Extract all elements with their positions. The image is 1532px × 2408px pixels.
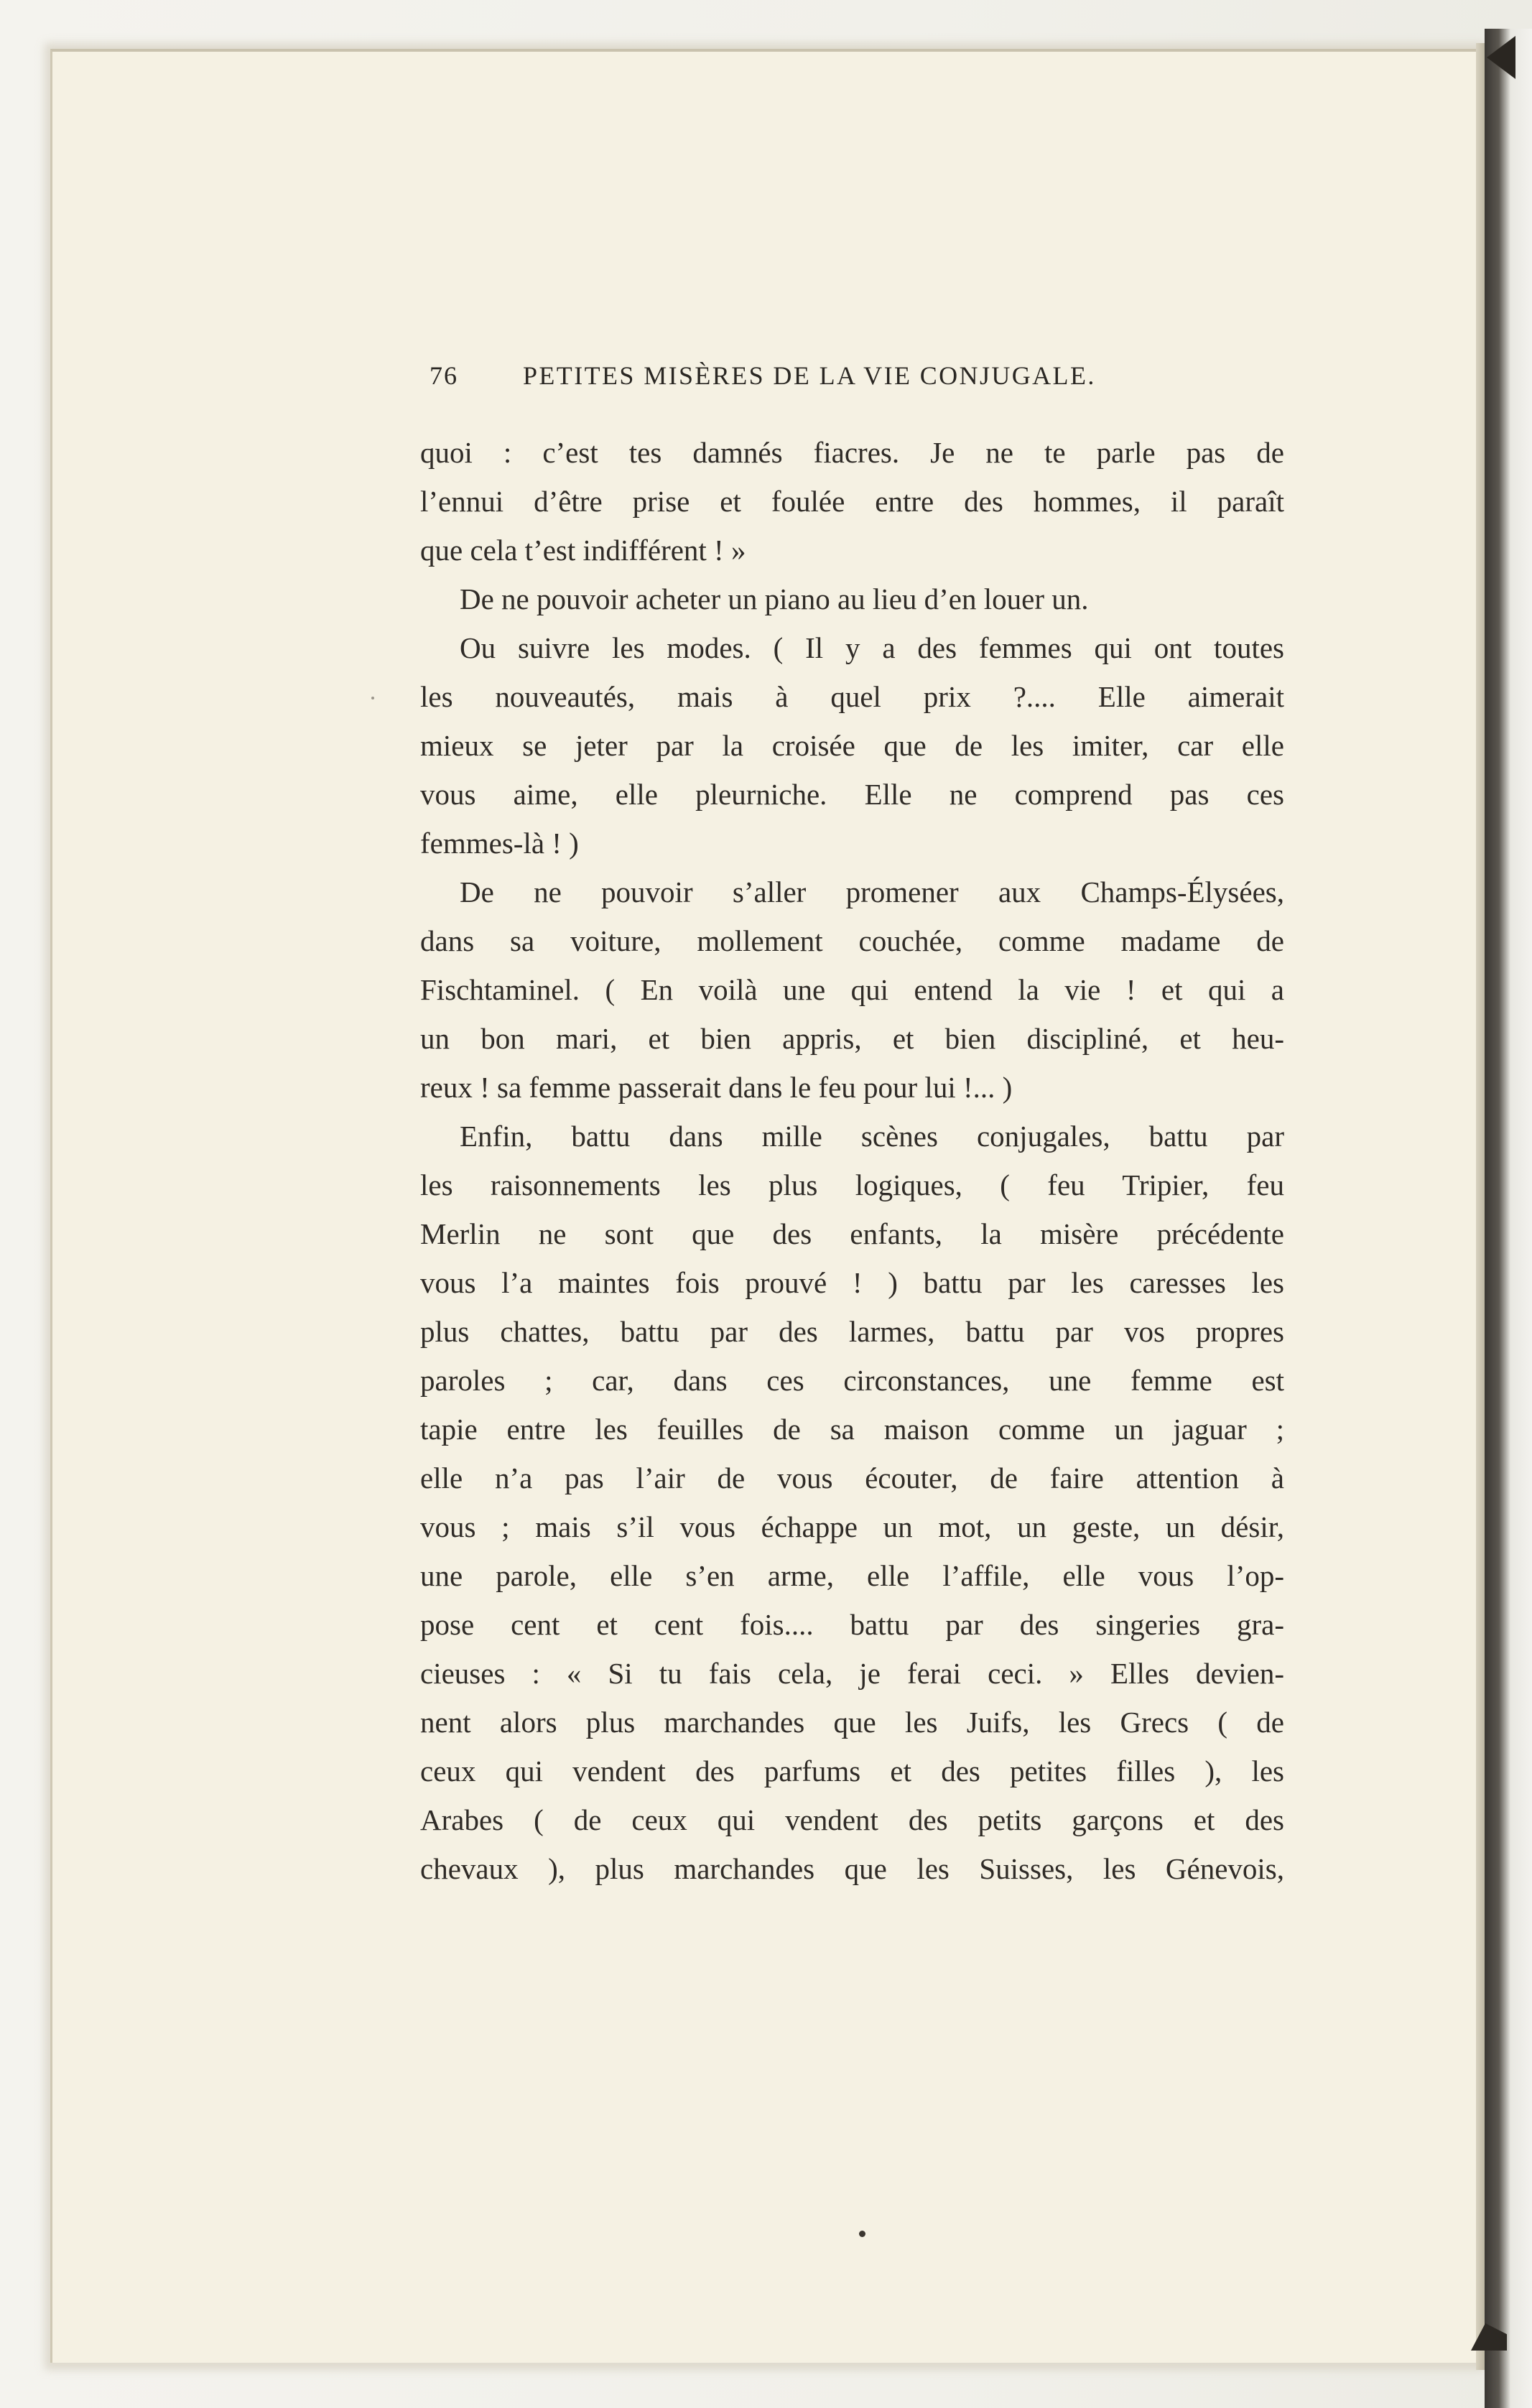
text-line: quoi : c’est tes damnés fiacres. Je ne te parle pas de xyxy=(420,436,1284,469)
text-line: Merlin ne sont que des enfants, la misère précédente xyxy=(420,1217,1284,1250)
running-header xyxy=(430,361,1284,395)
body-text xyxy=(420,428,1284,1893)
text-line: De ne pouvoir acheter un piano au lieu d’en louer un. xyxy=(460,582,1089,615)
text-line: Arabes ( de ceux qui vendent des petits garçons et des xyxy=(420,1803,1284,1836)
text-line: vous l’a maintes fois prouvé ! ) battu par les caresses les xyxy=(420,1266,1284,1299)
text-line: mieux se jeter par la croisée que de les imiter, car elle xyxy=(420,729,1284,762)
text-line: vous aime, elle pleurniche. Elle ne comprend pas ces xyxy=(420,778,1284,811)
text-line: l’ennui d’être prise et foulée entre des hommes, il paraît xyxy=(420,485,1284,518)
page-edge xyxy=(1476,43,1485,2370)
text-line: Ou suivre les modes. ( Il y a des femmes qui ont toutes xyxy=(460,631,1284,664)
text-line: plus chattes, battu par des larmes, battu par vos propres xyxy=(420,1315,1284,1348)
text-line: paroles ; car, dans ces circonstances, une femme est xyxy=(420,1364,1284,1397)
signature-dot xyxy=(859,2231,865,2237)
text-line: les nouveautés, mais à quel prix ?.... Elle aimerait xyxy=(420,680,1284,713)
top-page-tab xyxy=(1487,36,1515,79)
running-title: PETITES MISÈRES DE LA VIE CONJUGALE. xyxy=(523,361,1096,390)
text-line: reux ! sa femme passerait dans le feu pour lui !... ) xyxy=(420,1071,1013,1104)
text-line: De ne pouvoir s’aller promener aux Champs-Élysées, xyxy=(460,875,1284,908)
text-line: ceux qui vendent des parfums et des petites filles ), les xyxy=(420,1754,1284,1788)
text-line: un bon mari, et bien appris, et bien discipliné, et heu- xyxy=(420,1022,1284,1055)
text-line: que cela t’est indifférent ! » xyxy=(420,534,746,567)
text-line: dans sa voiture, mollement couchée, comme madame de xyxy=(420,924,1284,957)
margin-speck xyxy=(371,697,374,699)
text-line: les raisonnements les plus logiques, ( feu Tripier, feu xyxy=(420,1168,1284,1201)
text-line: cieuses : « Si tu fais cela, je ferai ceci. » Elles devien- xyxy=(420,1657,1284,1690)
text-line: pose cent et cent fois.... battu par des singeries gra- xyxy=(420,1608,1284,1641)
text-line: Enfin, battu dans mille scènes conjugales, battu par xyxy=(460,1120,1284,1153)
text-line: Fischtaminel. ( En voilà une qui entend la vie ! et qui a xyxy=(420,973,1284,1006)
page-number: 76 xyxy=(430,361,458,390)
text-line: nent alors plus marchandes que les Juifs, les Grecs ( de xyxy=(420,1706,1284,1739)
book-binding-edge xyxy=(1485,29,1532,2408)
text-line: vous ; mais s’il vous échappe un mot, un geste, un désir, xyxy=(420,1510,1284,1543)
text-line: femmes-là ! ) xyxy=(420,827,579,860)
text-line: tapie entre les feuilles de sa maison comme un jaguar ; xyxy=(420,1413,1284,1446)
text-line: elle n’a pas l’air de vous écouter, de faire attention à xyxy=(420,1461,1284,1494)
text-line: chevaux ), plus marchandes que les Suisses, les Génevois, xyxy=(420,1852,1284,1885)
text-line: une parole, elle s’en arme, elle l’affile, elle vous l’op- xyxy=(420,1559,1284,1592)
